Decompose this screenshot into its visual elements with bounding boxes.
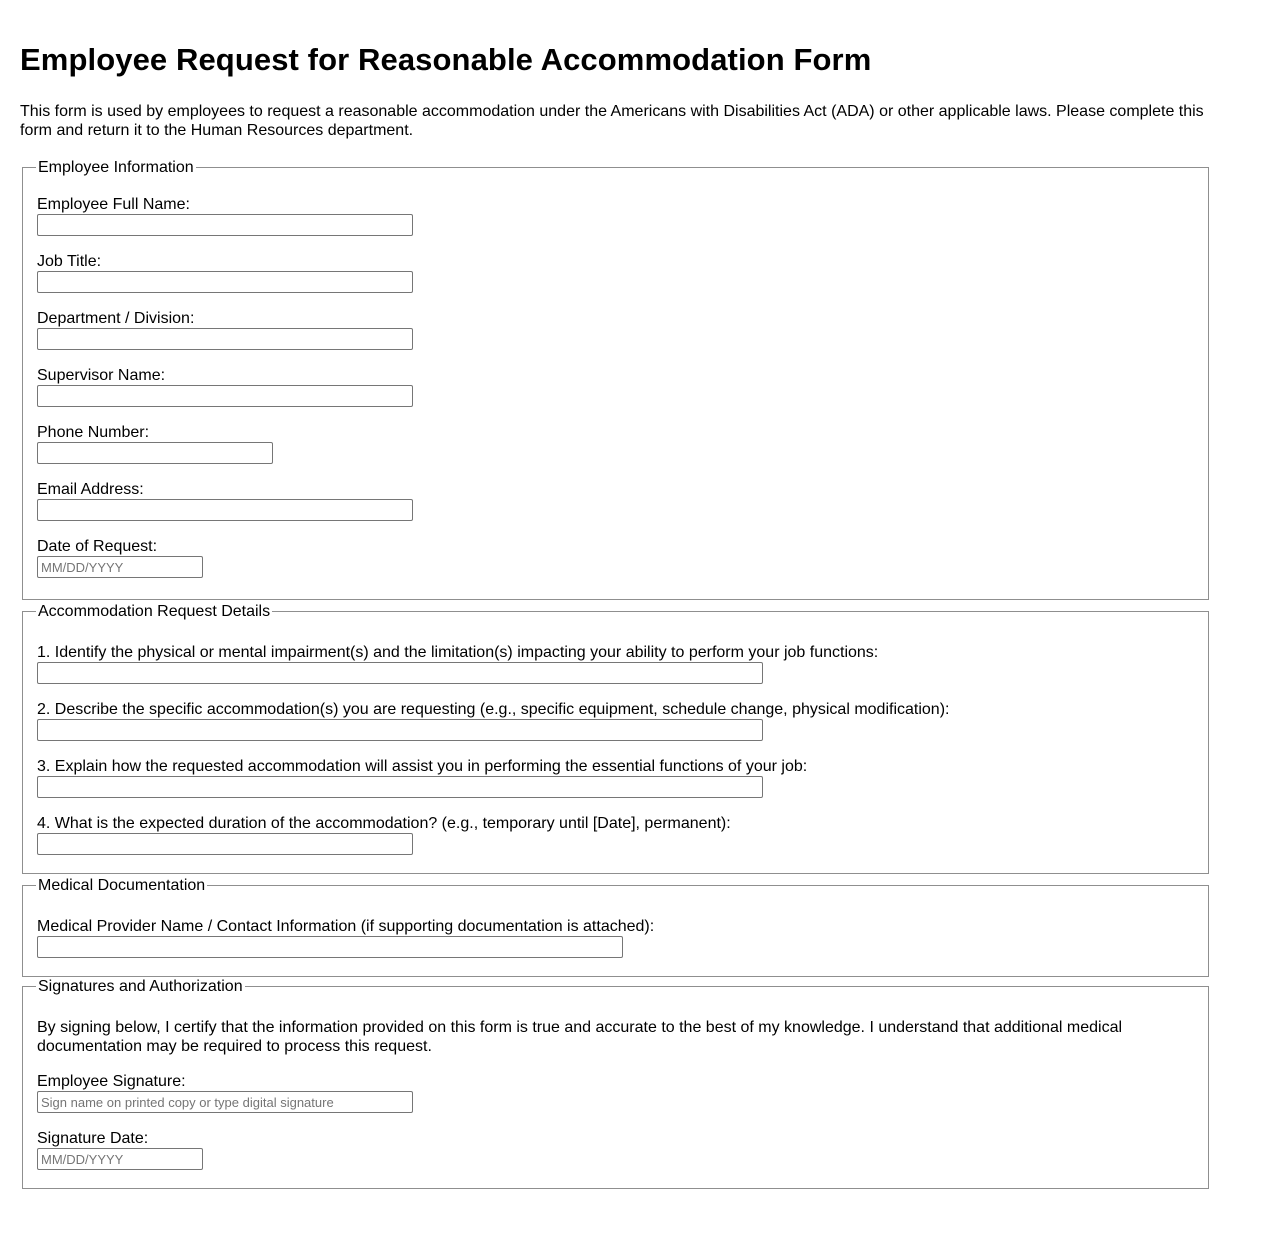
page-title: Employee Request for Reasonable Accommodation Form [20, 42, 872, 77]
impairment-field [37, 643, 1194, 684]
request-date-field [37, 537, 1194, 578]
duration-field [37, 814, 1194, 855]
duration-label: 4. What is the expected duration of the accommodation? (e.g., temporary until [Date], permanent): [37, 815, 731, 832]
employee-signature-input[interactable] [37, 1091, 413, 1113]
phone-input[interactable] [37, 442, 273, 464]
department-label: Department / Division: [37, 310, 195, 327]
signatures-section [22, 977, 1209, 1189]
provider-input[interactable] [37, 936, 623, 958]
supervisor-input[interactable] [37, 385, 413, 407]
job-title-input[interactable] [37, 271, 413, 293]
phone-field [37, 423, 1194, 464]
employee-signature-field [37, 1072, 1194, 1113]
job-title-field [37, 252, 1194, 293]
phone-label: Phone Number: [37, 424, 150, 441]
request-date-input[interactable] [37, 556, 203, 578]
full-name-field [37, 195, 1194, 236]
signature-date-input[interactable] [37, 1148, 203, 1170]
intro-text: This form is used by employees to request a reasonable accommodation under the Americans with Disabilities Act (ADA) or other applicable laws. Please complete this form and return it to the Human Resources department. [20, 103, 1204, 139]
job-title-label: Job Title: [37, 253, 102, 270]
requested-accommodation-field [37, 700, 1194, 741]
full-name-label: Employee Full Name: [37, 196, 190, 213]
provider-field [37, 917, 1194, 958]
medical-legend: Medical Documentation [38, 877, 206, 894]
assistance-explanation-input[interactable] [37, 776, 763, 798]
employee-info-section [22, 158, 1209, 600]
employee-info-legend: Employee Information [38, 159, 194, 176]
supervisor-label: Supervisor Name: [37, 367, 166, 384]
certification-text: By signing below, I certify that the information provided on this form is true and accurate to the best of my knowledge. I understand that additional medical documentation may be required to process this request. [37, 1019, 1123, 1055]
full-name-input[interactable] [37, 214, 413, 236]
signature-date-label: Signature Date: [37, 1130, 149, 1147]
impairment-input[interactable] [37, 662, 763, 684]
supervisor-field [37, 366, 1194, 407]
medical-section [22, 876, 1209, 977]
employee-signature-label: Employee Signature: [37, 1073, 186, 1090]
duration-input[interactable] [37, 833, 413, 855]
department-field [37, 309, 1194, 350]
email-label: Email Address: [37, 481, 144, 498]
assistance-explanation-field [37, 757, 1194, 798]
provider-label: Medical Provider Name / Contact Information (if supporting documentation is attached): [37, 918, 655, 935]
accommodation-legend: Accommodation Request Details [38, 603, 271, 620]
requested-accommodation-input[interactable] [37, 719, 763, 741]
assistance-explanation-label: 3. Explain how the requested accommodation will assist you in performing the essential functions of your job: [37, 758, 808, 775]
email-input[interactable] [37, 499, 413, 521]
accommodation-section [22, 602, 1209, 874]
impairment-label: 1. Identify the physical or mental impairment(s) and the limitation(s) impacting your ability to perform your job functions: [37, 644, 879, 661]
department-input[interactable] [37, 328, 413, 350]
email-field [37, 480, 1194, 521]
signatures-legend: Signatures and Authorization [38, 978, 243, 995]
request-date-label: Date of Request: [37, 538, 158, 555]
signature-date-field [37, 1129, 1194, 1170]
requested-accommodation-label: 2. Describe the specific accommodation(s) you are requesting (e.g., specific equipment, schedule change, physical modification): [37, 701, 950, 718]
